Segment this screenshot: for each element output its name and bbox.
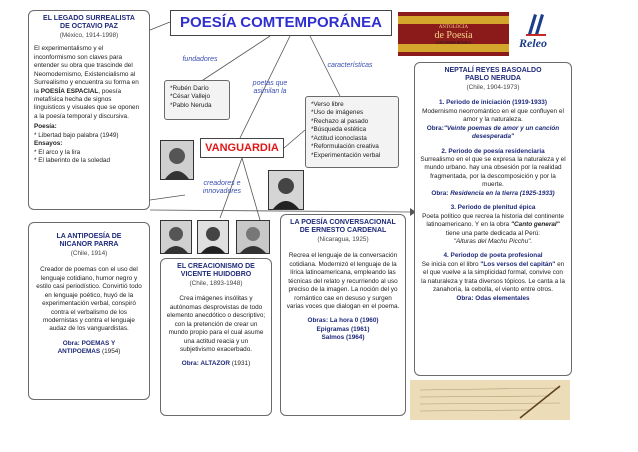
neruda-p1-body: Modernismo neorromántico en el que confluyen el amor y la naturaleza. xyxy=(422,107,564,124)
label-creadores-line2: innovadores xyxy=(202,188,242,196)
cardenal-body: Recrea el lenguaje de la conversación cotidiana. Modernizó el lenguaje de la lírica latinoamericana, empleando las técnicas del relato y recurriendo al uso preciso de la imagen. La noción del yo romántico cae en desuso y surgen varias voces que dialogan en el poema. xyxy=(286,252,400,310)
caracteristica-item: *Experimentación verbal xyxy=(311,151,381,159)
neruda-p3-obra: "Canto general" xyxy=(511,221,560,229)
page-title: POESÍA COMTEMPORÁNEA xyxy=(170,10,392,36)
label-creadores-line1: creadores e xyxy=(203,180,241,187)
portrait-photo-paz xyxy=(160,140,194,180)
neruda-p2-body: Surrealismo en el que se expresa la naturaleza y el mundo urbano. hay una obsesión por la realidad fragmentada, por la descomposición y por la muerte. xyxy=(420,155,566,189)
paz-ensayos-label: Ensayos: xyxy=(34,140,63,148)
neruda-p3-body-1: Poeta político que recrea la historia del continente latinoamericano. Y en la obra xyxy=(422,212,564,229)
paz-poesia-label: Poesía: xyxy=(34,123,57,131)
label-creadores xyxy=(182,180,262,196)
paz-body-after: , poesía metafísica hecha de signos linguisticos y visuales que se oponen a la poesía temporal y discursiva. xyxy=(34,87,140,120)
parchment-decoration xyxy=(410,380,570,420)
neruda-p3-body-2: tiene una parte dedicada al Perú: xyxy=(445,229,541,237)
neruda-p2-obra: Residencia en la tierra (1925-1933) xyxy=(450,189,555,197)
cardenal-sub: (Nicaragua, 1925) xyxy=(317,235,369,243)
huidobro-heading-2: VICENTE HUIDOBRO xyxy=(180,271,252,279)
neruda-p1-title: 1. Periodo de iniciación (1919-1933) xyxy=(439,99,547,107)
paz-heading-1: EL LEGADO SURREALISTA xyxy=(43,15,135,22)
caracteristica-item: *Reformulación creativa xyxy=(311,143,379,151)
neruda-p2-title: 2. Periodo de poesía residenciaria xyxy=(441,147,545,155)
huidobro-obra: Obra: ALTAZOR xyxy=(181,360,230,368)
portrait-photo-huidobro xyxy=(197,220,229,254)
paz-ensayo-item: * El arco y la lira xyxy=(34,148,81,156)
caracteristica-item: *Rechazo al pasado xyxy=(311,117,369,125)
logo-line-3: CONTEMPORÁNEA xyxy=(435,40,472,45)
paz-body-text: El experimentalismo y el inconformismo son claves para entender su obra que trascinde del Neomodernismo, Existencialismo al Surrealismo y encuentra su forma en la xyxy=(34,45,139,95)
huidobro-sub: (Chile, 1893-1948) xyxy=(189,279,243,287)
fundador-item: *Pablo Neruda xyxy=(170,101,212,109)
parra-obra-2: ANTIPOEMAS xyxy=(57,348,101,356)
logo-line-2: de Poesía xyxy=(434,30,473,41)
caracteristica-item: *Actitud iconoclasta xyxy=(311,134,367,142)
huidobro-heading-1: EL CREACIONISMO DE xyxy=(177,263,255,270)
portrait-photo-parra xyxy=(160,220,192,254)
cardenal-obras-2: Epigramas (1961) xyxy=(316,325,370,333)
parra-body: Creador de poemas con el uso del lenguaje cotidiano, humor negro y estilo casi periodístico. Convirtió todo en lenguaje poético, huyó de la experimentación verbal, conspiró contra el verbalismo de los modernistas y contra el lenguaje audaz de los vanguardistas. xyxy=(36,266,142,333)
caracteristicas-box xyxy=(305,96,399,168)
caracteristica-item: *Verso libre xyxy=(311,101,344,108)
vanguardia-node: VANGUARDIA xyxy=(200,138,284,158)
neruda-box xyxy=(414,62,572,376)
paz-body-bold: POESÍA ESPACIAL xyxy=(40,87,99,95)
label-poetas-que-line1: poetas que xyxy=(252,80,288,87)
neruda-p4-body-1: Se inicia con el libro xyxy=(421,260,479,268)
cardenal-heading-2: DE ERNESTO CARDENAL xyxy=(299,227,387,235)
fundador-item: *César Vallejo xyxy=(170,93,211,101)
paz-box xyxy=(28,10,150,210)
label-caracteristicas: características xyxy=(327,62,373,69)
releo-logo-text: Releo xyxy=(519,36,547,50)
label-poetas-que xyxy=(240,80,300,96)
antologia-logo xyxy=(398,12,509,56)
parra-box xyxy=(28,222,150,400)
neruda-heading-2: PABLO NERUDA xyxy=(465,75,521,83)
parra-heading-1: LA ANTIPOESÍA DE xyxy=(56,233,122,240)
neruda-p2-obra-label: Obra: xyxy=(431,189,449,197)
huidobro-box xyxy=(160,258,272,416)
logo-line-1: ANTOLOGÍA xyxy=(438,25,469,30)
neruda-p1-obra-label: Obra: xyxy=(426,124,444,132)
label-poetas-que-line2: asimilan la xyxy=(253,88,287,96)
releo-book-icon xyxy=(524,12,548,36)
fundadores-box xyxy=(164,80,230,120)
fundador-item: *Rubén Darío xyxy=(170,85,209,92)
caracteristica-item: *Uso de imágenes xyxy=(311,109,364,117)
cardenal-obras-3: Salmos (1964) xyxy=(321,334,365,342)
parra-heading-2: NICANOR PARRA xyxy=(59,241,119,249)
portrait-photo-cardenal xyxy=(236,220,270,254)
parra-obra-1: Obra: POEMAS Y xyxy=(62,339,116,347)
cardenal-heading-1: LA POESÍA CONVERSACIONAL xyxy=(290,219,396,226)
paz-sub: (México, 1914-1998) xyxy=(59,31,119,39)
paz-ensayo-item: * El laberinto de la soledad xyxy=(34,157,111,165)
label-fundadores: fundadores xyxy=(182,56,218,63)
neruda-p3-extra: "Alturas del Machu Picchu". xyxy=(453,238,533,246)
caracteristica-item: *Búsqueda estética xyxy=(311,126,367,134)
neruda-heading-1: NEPTALÍ REYES BASOALDO xyxy=(444,67,542,74)
huidobro-obra-year: (1931) xyxy=(231,360,251,368)
cardenal-obras-1: Obras: La hora 0 (1960) xyxy=(307,317,379,325)
parra-sub: (Chile, 1914) xyxy=(70,249,108,257)
huidobro-body: Crea imágenes insólitas y autónomas desprovistas de todo elemento anecdótico o descriptivo; con la pretención de crear un mundo propio para el cual asume una actitud reacia y un subjetivismo exacerbado. xyxy=(166,295,266,353)
neruda-p4-body-2: en el que vuelve a la simplicidad formal, convive con la naturaleza y trata diversos tópicos. Le canta a la zanahoria, la cebolla, el viento entre otros. xyxy=(421,260,565,294)
neruda-p3-title: 3. Periodo de plenitud épica xyxy=(450,204,536,212)
parra-obra-year: (1954) xyxy=(101,348,121,356)
paz-body xyxy=(34,45,144,121)
neruda-p4-book: "Los versos del capitán" xyxy=(480,260,556,268)
portrait-photo-neruda xyxy=(268,170,304,210)
cardenal-box xyxy=(280,214,406,416)
neruda-p1-obra: "Veinte poemas de amor y un canción desesperada" xyxy=(443,124,560,141)
neruda-p4-obra: Obra: Odas elementales xyxy=(456,294,530,302)
neruda-p4-title: 4. Periodop de poeta profesional xyxy=(443,252,543,260)
paz-heading-2: DE OCTAVIO PAZ xyxy=(60,23,118,31)
neruda-sub: (Chile, 1904-1973) xyxy=(466,83,520,91)
paz-poesia-item: * Libertad bajo palabra (1949) xyxy=(34,131,119,139)
